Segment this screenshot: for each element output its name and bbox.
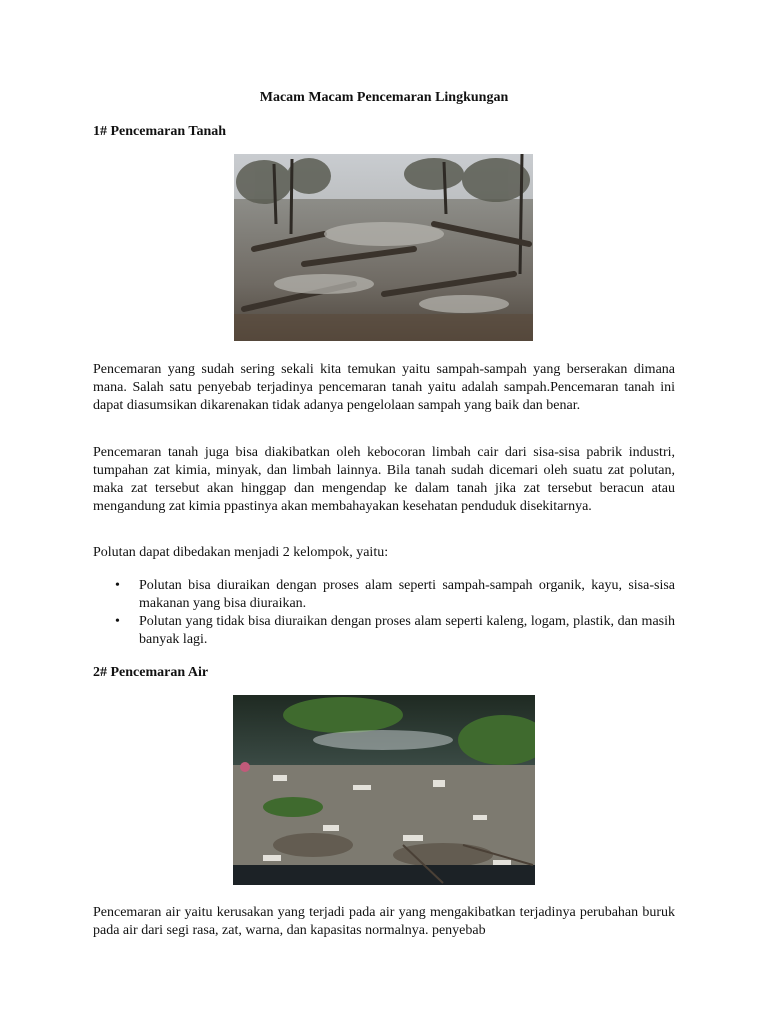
polluted-river-photo [233,695,535,885]
paragraph-air-1: Pencemaran air yaitu kerusakan yang terjadi pada air yang mengakibatkan terjadinya perubahan buruk pada air dari segi rasa, zat, warna, dan kapasitas normalnya. penyebab [93,905,675,938]
list-item [93,613,675,649]
list-item-text: Polutan bisa diuraikan dengan proses alam seperti sampah-sampah organik, kayu, sisa-sisa makanan yang bisa diuraikan. [139,578,675,611]
document-title: Macam Macam Pencemaran Lingkungan [259,90,509,105]
polutan-list [93,577,675,649]
paragraph-tanah-3: Polutan dapat dibedakan menjadi 2 kelompok, yaitu: [93,545,389,560]
burned-land-photo [234,154,533,341]
section-heading-tanah: 1# Pencemaran Tanah [93,124,227,139]
paragraph-tanah-2: Pencemaran tanah juga bisa diakibatkan oleh kebocoran limbah cair dari sisa-sisa pabrik industri, tumpahan zat kimia, minyak, dan limbah lainnya. Bila tanah sudah dicemari oleh suatu zat polutan, maka zat tersebut akan hinggap dan mengendap ke dalam tanah jika zat tersebut beracun atau mengandung zat kimia ppastinya akan membahayakan kesehatan penduduk disekitarnya. [93,445,675,514]
bullet-glyph: • [115,578,120,593]
bullet-glyph: • [115,614,120,629]
list-item [93,577,675,613]
section-heading-air: 2# Pencemaran Air [93,665,209,680]
list-item-text: Polutan yang tidak bisa diuraikan dengan proses alam seperti kaleng, logam, plastik, dan masih banyak lagi. [139,614,675,647]
paragraph-tanah-1: Pencemaran yang sudah sering sekali kita temukan yaitu sampah-sampah yang berserakan dimana mana. Salah satu penyebab terjadinya pencemaran tanah yaitu adalah sampah.Pencemaran tanah ini dapat diasumsikan dikarenakan tidak adanya pengelolaan sampah yang baik dan benar. [93,362,675,413]
